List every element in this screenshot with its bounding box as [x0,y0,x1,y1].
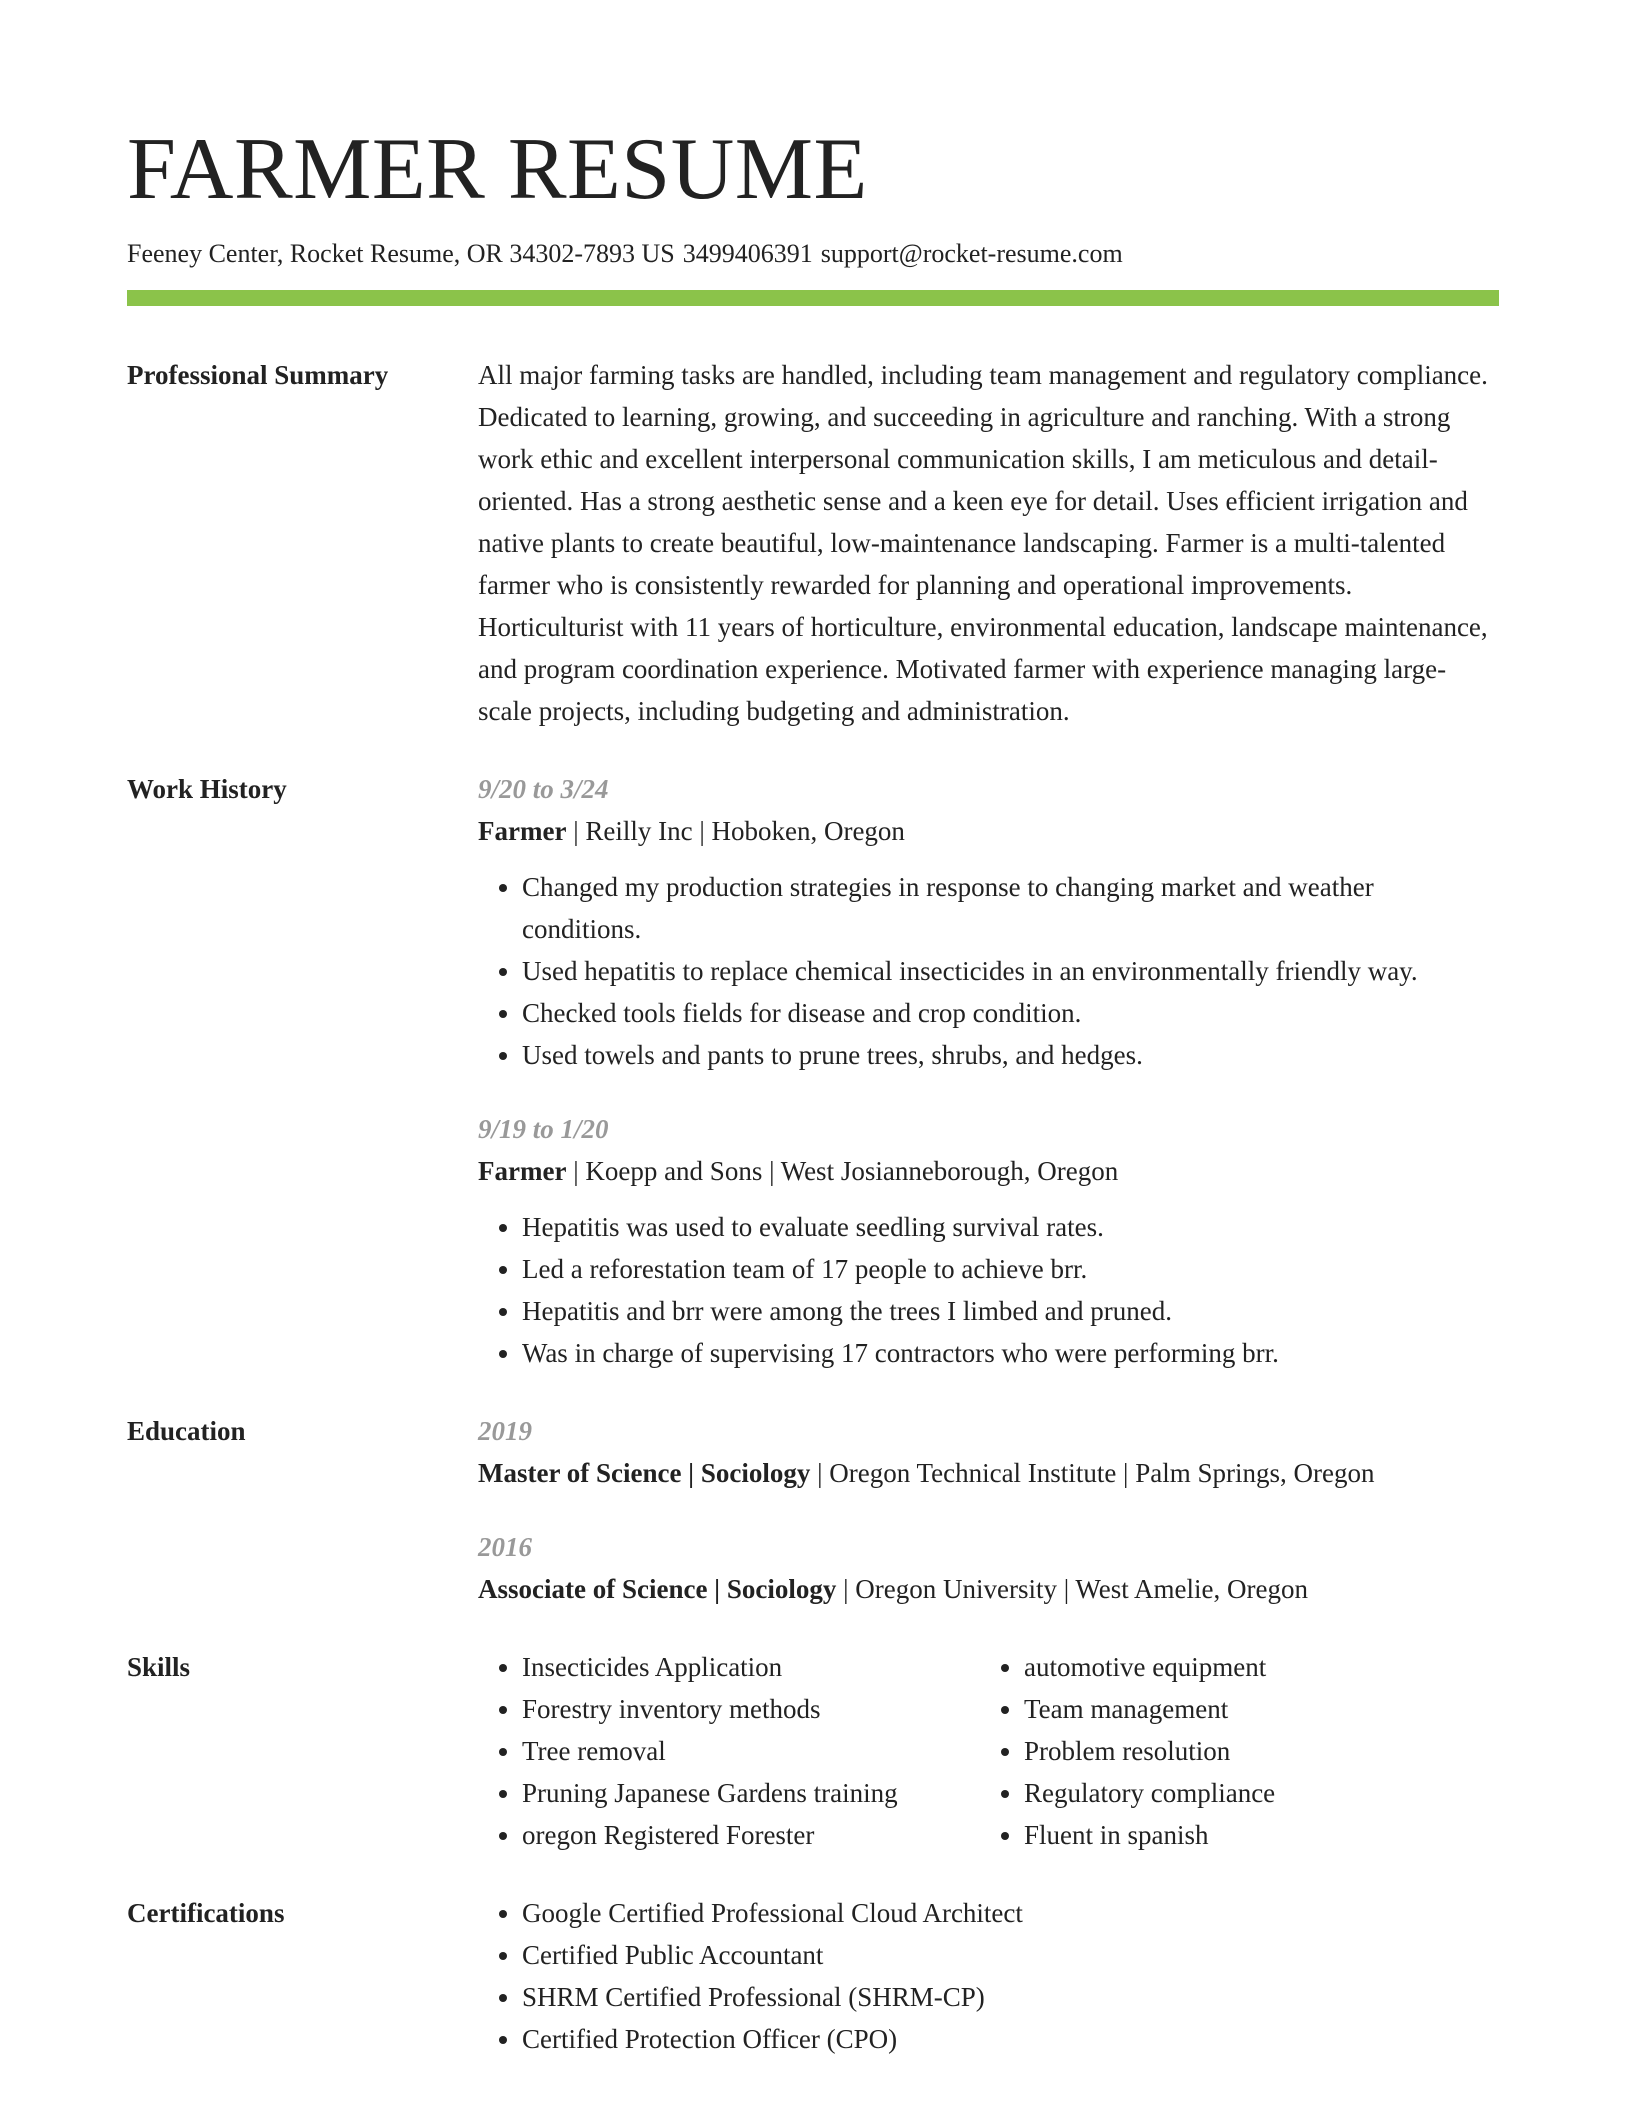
skill-item: • Team management [1024,1688,1482,1730]
education-heading: Education [127,1416,246,1446]
education-degree: Master of Science | Sociology [478,1458,811,1488]
skills-heading: Skills [127,1652,191,1682]
header-divider [127,290,1499,306]
skill-item: • Tree removal [522,1730,980,1772]
contact-line [127,236,1499,272]
contact-email: support@rocket-resume.com [820,239,1123,268]
job-entry [478,768,1499,1076]
skill-item: • Forestry inventory methods [522,1688,980,1730]
education-section [127,1410,1499,1610]
education-details: | Oregon University | West Amelie, Oregon [836,1574,1308,1604]
education-entry [478,1526,1499,1610]
education-line [478,1568,1499,1610]
job-bullets [478,1206,1499,1374]
job-bullet: • Hepatitis and brr were among the trees I limbed and pruned. [522,1290,1499,1332]
skills-list-left [478,1646,980,1856]
summary-section [127,354,1499,732]
work-history-body [478,768,1499,1374]
job-bullet: • Used towels and pants to prune trees, shrubs, and hedges. [522,1034,1499,1076]
job-role: Farmer [478,1156,567,1186]
job-bullet: • Led a reforestation team of 17 people to achieve brr. [522,1248,1499,1290]
skills-columns [478,1646,1499,1856]
skills-list-right [980,1646,1482,1856]
certification-item: • Certified Public Accountant [522,1934,1499,1976]
certification-item: • SHRM Certified Professional (SHRM-CP) [522,1976,1499,2018]
certification-item: • Certified Protection Officer (CPO) [522,2018,1499,2060]
skill-item: • Regulatory compliance [1024,1772,1482,1814]
education-entry [478,1410,1499,1494]
job-details: | Reilly Inc | Hoboken, Oregon [566,816,905,846]
certifications-list [478,1892,1499,2060]
summary-heading: Professional Summary [127,360,389,390]
skills-section [127,1646,1499,1856]
skill-item: • Insecticides Application [522,1646,980,1688]
skill-item: • Problem resolution [1024,1730,1482,1772]
certifications-body [478,1892,1499,2060]
resume-title: FARMER RESUME [127,121,868,218]
job-bullet: • Changed my production strategies in response to changing market and weather conditions. [522,866,1499,950]
resume-page [127,120,1499,2060]
contact-phone: 3499406391 [682,239,813,268]
job-bullet: • Used hepatitis to replace chemical insecticides in an environmentally friendly way. [522,950,1499,992]
certification-item: • Google Certified Professional Cloud Architect [522,1892,1499,1934]
job-bullet: • Checked tools fields for disease and crop condition. [522,992,1499,1034]
education-body [478,1410,1499,1610]
education-year: 2019 [478,1416,532,1446]
education-details: | Oregon Technical Institute | Palm Springs, Oregon [810,1458,1375,1488]
education-degree: Associate of Science | Sociology [478,1574,837,1604]
job-title-line [478,1150,1499,1192]
work-history-heading: Work History [127,774,287,804]
skill-item: • automotive equipment [1024,1646,1482,1688]
skill-item: • oregon Registered Forester [522,1814,980,1856]
job-title-line [478,810,1499,852]
job-role: Farmer [478,816,567,846]
skill-item: • Fluent in spanish [1024,1814,1482,1856]
job-dates: 9/20 to 3/24 [478,774,609,804]
job-bullet: • Was in charge of supervising 17 contractors who were performing brr. [522,1332,1499,1374]
job-details: | Koepp and Sons | West Josianneborough, Oregon [566,1156,1119,1186]
job-bullets [478,866,1499,1076]
summary-text: All major farming tasks are handled, including team management and regulatory compliance. Dedicated to learning, growing, and succeeding in agriculture and ranching. With a strong work ethic and excellent interpersonal communication skills, I am meticulous and detail-oriented. Has a strong aesthetic sense and a keen eye for detail. Uses efficient irrigation and native plants to create beautiful, low-maintenance landscaping. Farmer is a multi-talented farmer who is consistently rewarded for planning and operational improvements. Horticulturist with 11 years of horticulture, environmental education, landscape maintenance, and program coordination experience. Motivated farmer with experience managing large-scale projects, including budgeting and administration. [478,360,1488,726]
certifications-section [127,1892,1499,2060]
certifications-heading: Certifications [127,1898,285,1928]
contact-address: Feeney Center, Rocket Resume, OR 34302-7893 US [127,239,675,268]
education-year: 2016 [478,1532,532,1562]
work-history-section [127,768,1499,1374]
skill-item: • Pruning Japanese Gardens training [522,1772,980,1814]
job-bullet: • Hepatitis was used to evaluate seedling survival rates. [522,1206,1499,1248]
summary-body [478,354,1499,732]
education-line [478,1452,1499,1494]
job-dates: 9/19 to 1/20 [478,1114,609,1144]
skills-body [478,1646,1499,1856]
job-entry [478,1108,1499,1374]
